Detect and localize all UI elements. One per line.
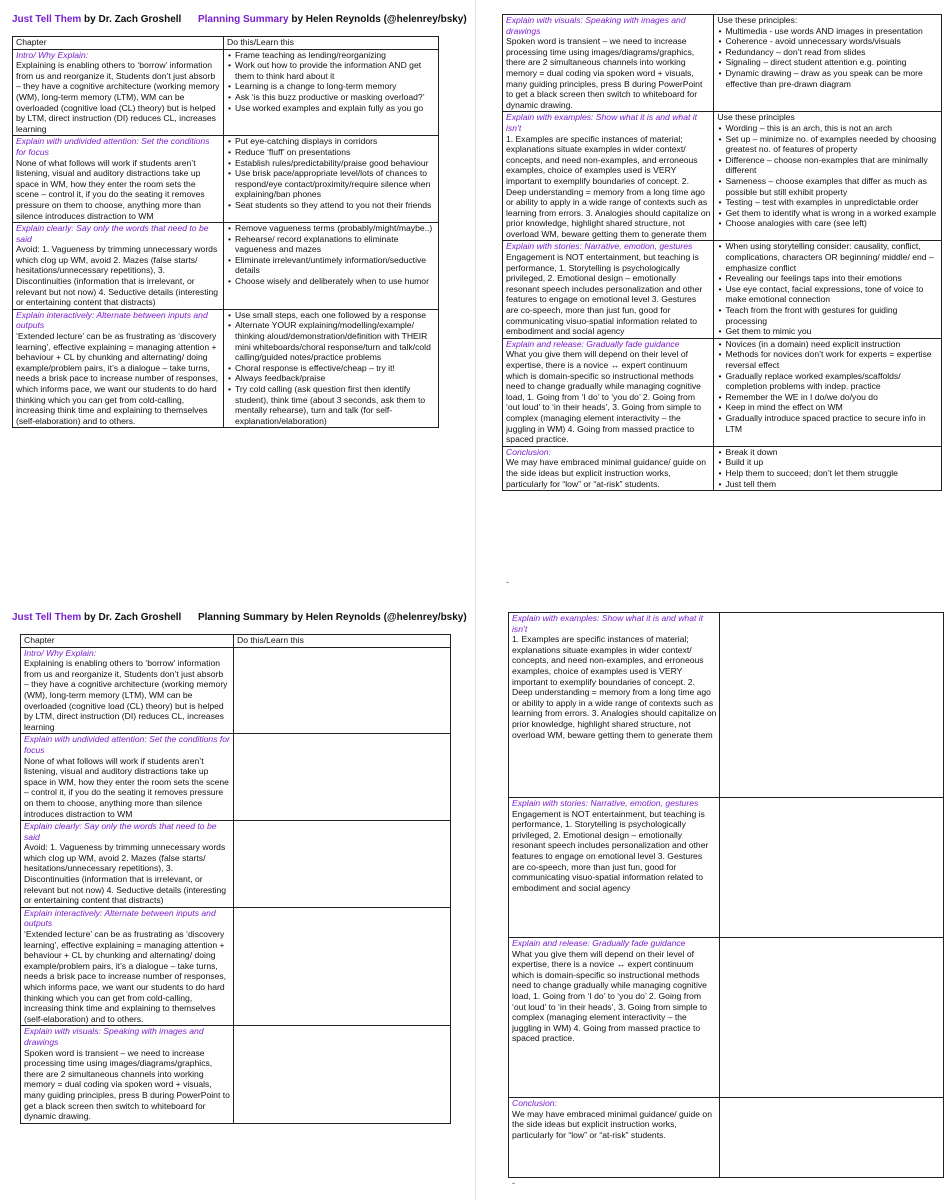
action-item: • Testing – test with examples in unpredictable order: [725, 197, 938, 208]
chapter-summary: Explaining is enabling others to ‘borrow’ information from us and reorganize it, Students don’t just absorb – they have a cognitive architecture (working memory (WM), long-term memory (LTM), WM can be overloaded (cognitive load (CL) theory) but is helped by LTM, direct instruction (DI) reduces CL, increases learning: [16, 60, 220, 134]
table-row: [509, 613, 944, 798]
page-top-left: [12, 14, 467, 559]
do-this-cell: [234, 907, 451, 1026]
action-item: • Use eye contact, facial expressions, tone of voice to make emotional connection: [725, 284, 938, 305]
action-item: • Sameness – choose examples that differ as much as possible but still exhibit property: [725, 176, 938, 197]
chapter-cell: [21, 1026, 234, 1123]
action-item: • Put eye-catching displays in corridors: [235, 136, 435, 147]
chapter-heading: Explain with stories: Narrative, emotion, gestures: [506, 241, 693, 252]
action-item: • Wording – this is an arch, this is not an arch: [725, 123, 938, 134]
action-list: [717, 123, 938, 229]
table-row: [503, 15, 942, 112]
chapter-heading: Explain interactively: Alternate between inputs and outputs: [16, 309, 208, 331]
action-item: • Eliminate irrelevant/untimely information/seductive details: [235, 255, 435, 276]
do-this-cell: [234, 1026, 451, 1123]
do-this-cell: [714, 112, 942, 241]
principles-label: Use these principles:: [717, 15, 798, 25]
do-this-cell: [714, 15, 942, 112]
chapter-summary: Avoid: 1. Vagueness by trimming unnecessary words which clog up WM, avoid 2. Mazes (false starts/ hesitations/unnecessary repetitions), 3. Discontinuities (information that is irrelevant, or relevant but not now) 4. Seductive details (interesting or entertaining content that distracts): [16, 244, 219, 308]
page-top-right: [502, 14, 942, 589]
summary-label: Planning Summary: [197, 14, 289, 25]
chapter-cell: [13, 136, 224, 223]
do-this-cell: [224, 49, 439, 136]
action-item: • Difference – choose non-examples that are minimally different: [725, 155, 938, 176]
book-author: by Dr. Zach Groshell: [81, 14, 182, 25]
action-item: • Reduce ‘fluff’ on presentations: [235, 147, 435, 158]
action-item: • Gradually replace worked examples/scaffolds/ completion problems with indep. practice: [725, 371, 938, 392]
do-this-cell: [234, 821, 451, 908]
header-do-this: Do this/Learn this: [224, 37, 439, 50]
chapter-summary: We may have embraced minimal guidance/ guide on the side ideas but explicit instruction works, particularly for “low” or “at-risk” students.: [506, 457, 706, 489]
chapter-summary: ‘Extended lecture’ can be as frustrating as ‘discovery learning’, effective explaining = managing attention + behaviour + CL by chunking and alternating/ doing example/problem pairs, it’s a dialogue – take turns, needs a brisk pace to increase number of responses, which informs pace, we want our students to do hard thinking which you can get from cold-calling, increasing think time and explaining to themselves (self-elaboration) and to others.: [24, 929, 227, 1024]
action-item: • Learning is a change to long-term memory: [235, 81, 435, 92]
summary-table: [12, 36, 439, 428]
chapter-cell: [21, 907, 234, 1026]
do-this-cell: [234, 647, 451, 734]
action-item: • Always feedback/praise: [235, 373, 435, 384]
chapter-heading: Explain with visuals: Speaking with images and drawings: [506, 15, 686, 36]
summary-table: [502, 14, 942, 491]
chapter-cell: [509, 938, 720, 1098]
action-item: • Choral response is effective/cheap – try it!: [235, 363, 435, 374]
chapter-heading: Explain interactively: Alternate between inputs and outputs: [24, 907, 216, 929]
action-item: • Signaling – direct student attention e.g. pointing: [725, 57, 938, 68]
summary-label: Planning Summary by Helen Reynolds (@helenrey/bsky): [197, 612, 467, 623]
chapter-heading: Conclusion:: [506, 446, 551, 457]
table-row: [13, 136, 439, 223]
chapter-heading: Explain with stories: Narrative, emotion, gestures: [512, 798, 699, 808]
action-item: • Build it up: [725, 457, 938, 468]
table-row: [503, 338, 942, 446]
page-bottom-left: [12, 612, 467, 1192]
do-this-cell: [720, 613, 944, 798]
page-marker: -: [506, 577, 509, 587]
chapter-summary: What you give them will depend on their level of expertise, there is a novice ↔ expert continuum which is domain-specific so instructional methods need to change gradually while managing cognitive load, 1. Going from ‘I do’ to ‘you do’ 2. Going from ‘out loud’ to ‘in their heads’, 3. Going from simple to complex (managing element interactivity – the juggling in WM) 4. Going from massed practice to spaced practice.: [506, 349, 702, 445]
action-item: • Work out how to provide the information AND get them to think hard about it: [235, 60, 435, 81]
do-this-cell: [720, 798, 944, 938]
table-row: [13, 223, 439, 310]
action-item: • Novices (in a domain) need explicit instruction: [725, 339, 938, 350]
table-row: [503, 112, 942, 241]
action-item: • Use brisk pace/appropriate level/lots of chances to respond/eye contact/proximity/require silence when explaining/ban phones: [235, 168, 435, 200]
action-item: • Use worked examples and explain fully as you go: [235, 103, 435, 114]
chapter-cell: [21, 821, 234, 908]
summary-table: [20, 634, 451, 1124]
chapter-cell: [13, 309, 224, 428]
action-list: [717, 241, 938, 336]
chapter-summary: Spoken word is transient – we need to increase processing time using images/diagrams/graphics, there are 2 simultaneous channels into working memory = dual coding via spoken word + visuals, many guiding principles, press B during PowerPoint to get a black screen then switch to whiteboard for dynamic drawing.: [24, 1047, 230, 1122]
chapter-cell: [503, 112, 714, 241]
do-this-cell: [720, 938, 944, 1098]
chapter-summary: Engagement is NOT entertainment, but teaching is performance, 1. Storytelling is psychologically privileged, 2. Emotional design – emotionally resonant speech includes personalization and other features to engage on emotional level 3. Gestures are co-speech, more than just fun, good for communicating visuo-spatial information related to embodiment and social agency: [512, 808, 709, 893]
chapter-summary: Spoken word is transient – we need to increase processing time using images/diagrams/graphics, there are 2 simultaneous channels into working memory = dual coding via spoken word + visuals, many guiding principles, press B during PowerPoint to get a black screen then switch to whiteboard for dynamic drawing.: [506, 36, 703, 110]
action-item: • Rehearse/ record explanations to eliminate vagueness and mazes: [235, 234, 435, 255]
table-row: [509, 798, 944, 938]
header-chapter: Chapter: [13, 37, 224, 50]
chapter-summary: Engagement is NOT entertainment, but teaching is performance, 1. Storytelling is psychologically privileged, 2. Emotional design – emotionally resonant speech includes personalization and other features to engage on emotional level 3. Gestures are co-speech, more than just fun, good for communicating visuo-spatial information related to embodiment and social agency: [506, 252, 703, 337]
summary-author: by Helen Reynolds (@helenrey/bsky): [288, 14, 467, 25]
action-item: • Ask ‘is this buzz productive or masking overload?’: [235, 92, 435, 103]
action-item: • Redundancy – don’t read from slides: [725, 47, 938, 58]
action-list: [717, 339, 938, 434]
page-divider: [475, 0, 476, 1200]
chapter-heading: Explain clearly: Say only the words that need to be said: [16, 223, 209, 244]
table-row: [509, 938, 944, 1098]
action-item: • Use small steps, each one followed by a response: [235, 310, 435, 321]
action-list: [227, 136, 435, 210]
table-header-row: [21, 635, 451, 648]
page-bottom-right: [508, 612, 944, 1192]
action-item: • Help them to succeed; don’t let them struggle: [725, 468, 938, 479]
action-item: • Remove vagueness terms (probably/might/maybe..): [235, 223, 435, 234]
header-do-this: Do this/Learn this: [234, 635, 451, 648]
action-item: • Keep in mind the effect on WM: [725, 402, 938, 413]
do-this-cell: [714, 241, 942, 338]
action-item: • Just tell them: [725, 479, 938, 490]
summary-table: [508, 612, 944, 1178]
chapter-summary: Avoid: 1. Vagueness by trimming unnecessary words which clog up WM, avoid 2. Mazes (false starts/ hesitations/unnecessary repetitions), 3. Discontinuities (information that is irrelevant, or relevant but not now) 4. Seductive details (interesting or entertaining content that distracts): [24, 842, 227, 906]
action-item: • Establish rules/predictability/praise good behaviour: [235, 158, 435, 169]
action-item: • Get them to identify what is wrong in a worked example: [725, 208, 938, 219]
chapter-summary: None of what follows will work if students aren’t listening, visual and auditory distractions take up space in WM, how they enter the room sets the scene – control it, if you do the seating it removes pressure on them to choose, anything more than silence introduces distraction to WM: [24, 755, 229, 819]
book-author: by Dr. Zach Groshell: [81, 612, 182, 623]
book-title: Just Tell Them: [12, 612, 82, 623]
chapter-cell: [509, 613, 720, 798]
chapter-cell: [503, 15, 714, 112]
chapter-summary: 1. Examples are specific instances of material; explanations situate examples in wider context/ concepts, and need non-examples, and erroneous examples, choice of examples used is VERY important to exemplify boundaries of concept. 2. Deep understanding = memory from a long time ago or ability to apply in a wide range of contexts such as learning from errors. 3. Analogies should capitalize on prior knowledge, highlight shared structure, not overload WM, beware getting them to generate them: [506, 133, 711, 239]
chapter-cell: [509, 1098, 720, 1178]
chapter-summary: None of what follows will work if students aren’t listening, visual and auditory distractions take up space in WM, how they enter the room sets the scene – control it, if you do the seating it removes pressure on them to choose, anything more than silence introduces distraction to WM: [16, 157, 205, 221]
action-item: • Break it down: [725, 447, 938, 458]
action-item: • Alternate YOUR explaining/modelling/example/ thinking aloud/demonstration/definition with THEIR mini whiteboards/choral response/turn and talk/cold calling/guided notes/practice problems: [235, 320, 435, 362]
action-item: • Try cold calling (ask question first then identify student), think time (about 3 seconds, ask them to mentally rehearse), turn and talk (for self-explanation/elaboration): [235, 384, 435, 426]
table-row: [21, 647, 451, 734]
action-item: • Set up – minimize no. of examples needed by choosing greatest no. of features of property: [725, 134, 938, 155]
action-item: • Teach from the front with gestures for guiding processing: [725, 305, 938, 326]
chapter-heading: Intro/ Why Explain:: [24, 647, 97, 658]
action-item: • Frame teaching as lending/reorganizing: [235, 50, 435, 61]
chapter-cell: [13, 223, 224, 310]
chapter-summary: 1. Examples are specific instances of material; explanations situate examples in wider context/ concepts, and need non-examples, and erroneous examples, choice of examples used is VERY important to exemplify boundaries of concept. 2. Deep understanding = memory from a long time ago or ability to apply in a wide range of contexts such as learning from errors. 3. Analogies should capitalize on prior knowledge, highlight shared structure, not overload WM, beware getting them to generate them: [512, 634, 717, 740]
action-item: • Choose analogies with care (see left): [725, 218, 938, 229]
chapter-summary: What you give them will depend on their level of expertise, there is a novice ↔ expert continuum which is domain-specific so instructional methods need to change gradually while managing cognitive load, 1. Going from ‘I do’ to ‘you do’ 2. Going from ‘out loud’ to ‘in their heads’, 3. Going from simple to complex (managing element interactivity – the juggling in WM) 4. Going from massed practice to spaced practice.: [512, 948, 708, 1044]
chapter-heading: Explain clearly: Say only the words that need to be said: [24, 821, 217, 842]
table-header-row: [13, 37, 439, 50]
header-chapter: Chapter: [21, 635, 234, 648]
chapter-cell: [21, 647, 234, 734]
page-marker: -: [512, 1178, 515, 1188]
table-row: [21, 1026, 451, 1123]
do-this-cell: [224, 136, 439, 223]
chapter-heading: Explain with examples: Show what it is and what it isn’t: [512, 613, 704, 634]
action-item: • Multimedia - use words AND images in presentation: [725, 26, 938, 37]
chapter-heading: Explain with undivided attention: Set the conditions for focus: [16, 136, 210, 157]
chapter-heading: Intro/ Why Explain:: [16, 49, 89, 60]
chapter-heading: Explain with undivided attention: Set the conditions for focus: [24, 734, 230, 755]
table-row: [21, 907, 451, 1026]
page-title: [12, 14, 467, 26]
table-row: [13, 49, 439, 136]
action-item: • Methods for novices don’t work for experts = expertise reversal effect: [725, 349, 938, 370]
do-this-cell: [714, 446, 942, 490]
action-list: [717, 26, 938, 90]
chapter-heading: Explain with visuals: Speaking with images and drawings: [24, 1026, 204, 1047]
do-this-cell: [720, 1098, 944, 1178]
action-list: [717, 447, 938, 489]
table-row: [509, 1098, 944, 1178]
chapter-heading: Conclusion:: [512, 1098, 557, 1108]
chapter-cell: [509, 798, 720, 938]
action-item: • Coherence - avoid unnecessary words/visuals: [725, 36, 938, 47]
action-item: • Choose wisely and deliberately when to use humor: [235, 276, 435, 287]
chapter-summary: ‘Extended lecture’ can be as frustrating as ‘discovery learning’, effective explaining = managing attention + behaviour + CL by chunking and alternating/ doing example/problem pairs, it’s a dialogue – take turns, needs a brisk pace to increase number of responses, which informs pace, we want our students to do hard thinking which you can get from cold-calling, increasing think time and explaining to themselves (self-elaboration) and to others.: [16, 331, 219, 426]
table-row: [503, 241, 942, 338]
chapter-cell: [13, 49, 224, 136]
action-item: • Remember the WE in I do/we do/you do: [725, 392, 938, 403]
page-title: [12, 612, 467, 624]
action-item: • Dynamic drawing – draw as you speak can be more effective than pre-drawn diagram: [725, 68, 938, 89]
chapter-cell: [21, 734, 234, 821]
action-item: • When using storytelling consider: causality, conflict, complications, characters OR beginning/ middle/ end – emphasize conflict: [725, 241, 938, 273]
action-list: [227, 310, 435, 427]
do-this-cell: [714, 338, 942, 446]
action-list: [227, 223, 435, 287]
chapter-summary: We may have embraced minimal guidance/ guide on the side ideas but explicit instruction works, particularly for “low” or “at-risk” students.: [512, 1108, 712, 1140]
chapter-cell: [503, 446, 714, 490]
table-row: [503, 446, 942, 490]
table-row: [21, 734, 451, 821]
principles-label: Use these principles: [717, 112, 795, 123]
table-row: [13, 309, 439, 428]
chapter-heading: Explain with examples: Show what it is and what it isn’t: [506, 112, 698, 133]
chapter-heading: Explain and release: Gradually fade guidance: [506, 338, 680, 349]
do-this-cell: [224, 223, 439, 310]
action-list: [227, 50, 435, 114]
action-item: • Revealing our feelings taps into their emotions: [725, 273, 938, 284]
table-row: [21, 821, 451, 908]
book-title: Just Tell Them: [12, 14, 82, 25]
chapter-summary: Explaining is enabling others to ‘borrow’ information from us and reorganize it, Students don’t just absorb – they have a cognitive architecture (working memory (WM), long-term memory (LTM), WM can be overloaded (cognitive load (CL) theory) but is helped by LTM, direct instruction (DI) reduces CL, increases learning: [24, 658, 228, 732]
chapter-heading: Explain and release: Gradually fade guidance: [512, 938, 686, 948]
do-this-cell: [234, 734, 451, 821]
chapter-cell: [503, 241, 714, 338]
action-item: • Seat students so they attend to you not their friends: [235, 200, 435, 211]
action-item: • Gradually introduce spaced practice to secure info in LTM: [725, 413, 938, 434]
do-this-cell: [224, 309, 439, 428]
action-item: • Get them to mimic you: [725, 326, 938, 337]
chapter-cell: [503, 338, 714, 446]
